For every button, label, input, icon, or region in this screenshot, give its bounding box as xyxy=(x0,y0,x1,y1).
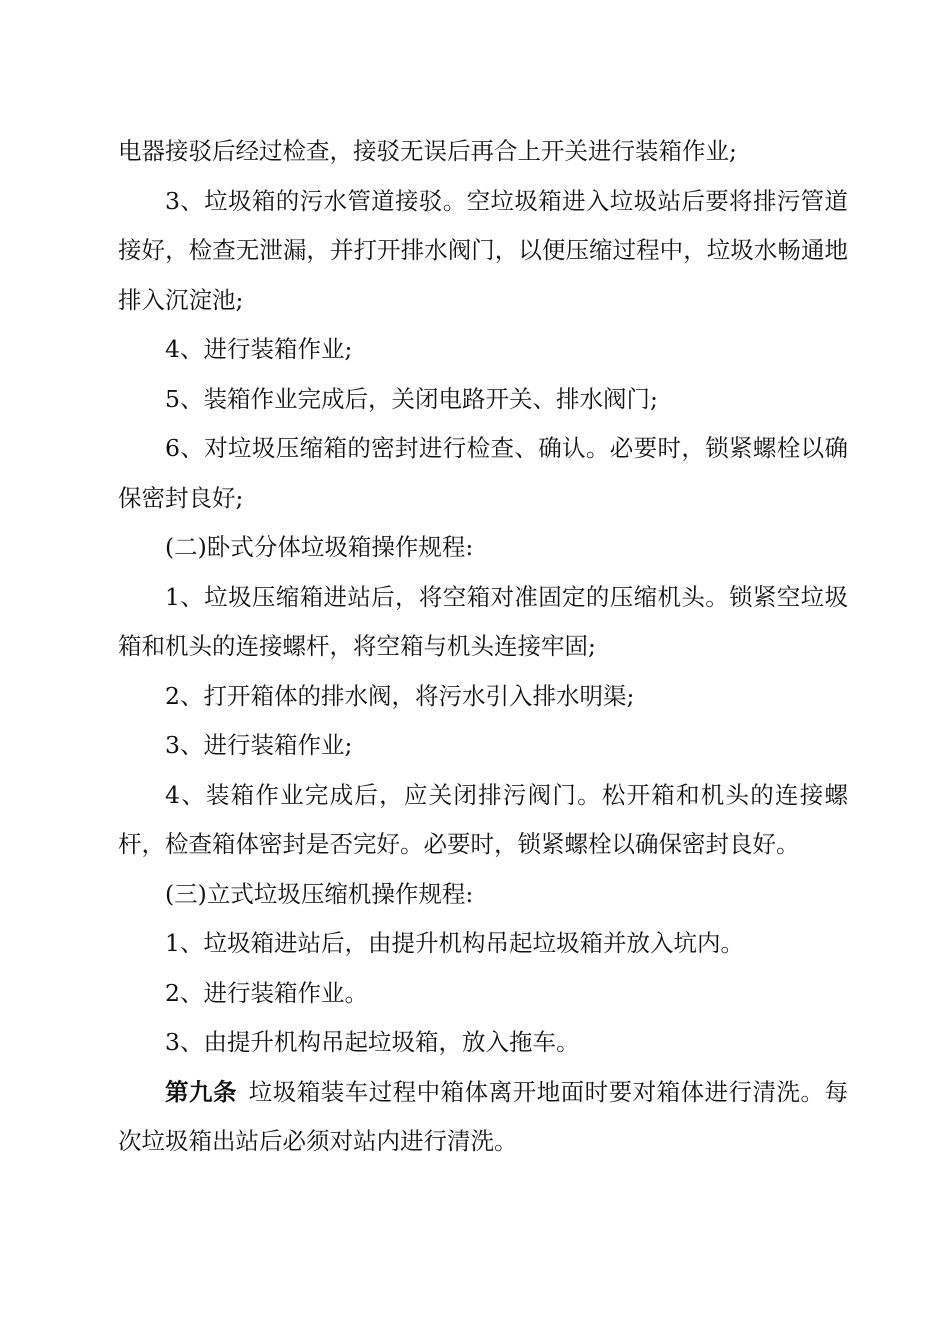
paragraph-horizontal-1: 1、垃圾压缩箱进站后，将空箱对准固定的压缩机头。锁紧空垃圾箱和机头的连接螺杆，将空箱与机头连接牢固; xyxy=(118,582,848,660)
section-heading-vertical: (三)立式垃圾压缩机操作规程: xyxy=(165,879,474,908)
article-text: 垃圾箱装车过程中箱体离开地面时要对箱体进行清洗。每次垃圾箱出站后必须对站内进行清洗。 xyxy=(118,1077,849,1155)
paragraph-vertical-3: 3、由提升机构吊起垃圾箱，放入拖车。 xyxy=(165,1028,580,1056)
paragraph-close-switch: 5、装箱作业完成后，关闭电路开关、排水阀门; xyxy=(165,384,658,413)
paragraph-loading-1: 4、进行装箱作业; xyxy=(165,335,353,363)
paragraph-horizontal-2: 2、打开箱体的排水阀，将污水引入排水明渠; xyxy=(165,681,635,710)
paragraph-horizontal-3: 3、进行装箱作业; xyxy=(165,731,353,759)
paragraph-vertical-2: 2、进行装箱作业。 xyxy=(165,978,368,1007)
article-label: 第九条 xyxy=(165,1077,237,1106)
paragraph-horizontal-4: 4、装箱作业完成后，应关闭排污阀门。松开箱和机头的连接螺杆，检查箱体密封是否完好。必要时，锁紧螺栓以确保密封良好。 xyxy=(118,780,848,858)
paragraph-continuation: 电器接驳后经过检查，接驳无误后再合上开关进行装箱作业; xyxy=(118,137,737,165)
paragraph-vertical-1: 1、垃圾箱进站后，由提升机构吊起垃圾箱并放入坑内。 xyxy=(165,929,744,957)
section-heading-horizontal: (二)卧式分体垃圾箱操作规程: xyxy=(165,533,474,561)
paragraph-sewage-pipe: 3、垃圾箱的污水管道接驳。空垃圾箱进入垃圾站后要将排污管道接好，检查无泄漏，并打开排水阀门，以便压缩过程中，垃圾水畅通地排入沉淀池; xyxy=(118,186,848,314)
article-nine xyxy=(118,1068,848,1167)
document-body xyxy=(118,127,848,1167)
paragraph-seal-check: 6、对垃圾压缩箱的密封进行检查、确认。必要时，锁紧螺栓以确保密封良好; xyxy=(118,434,848,512)
